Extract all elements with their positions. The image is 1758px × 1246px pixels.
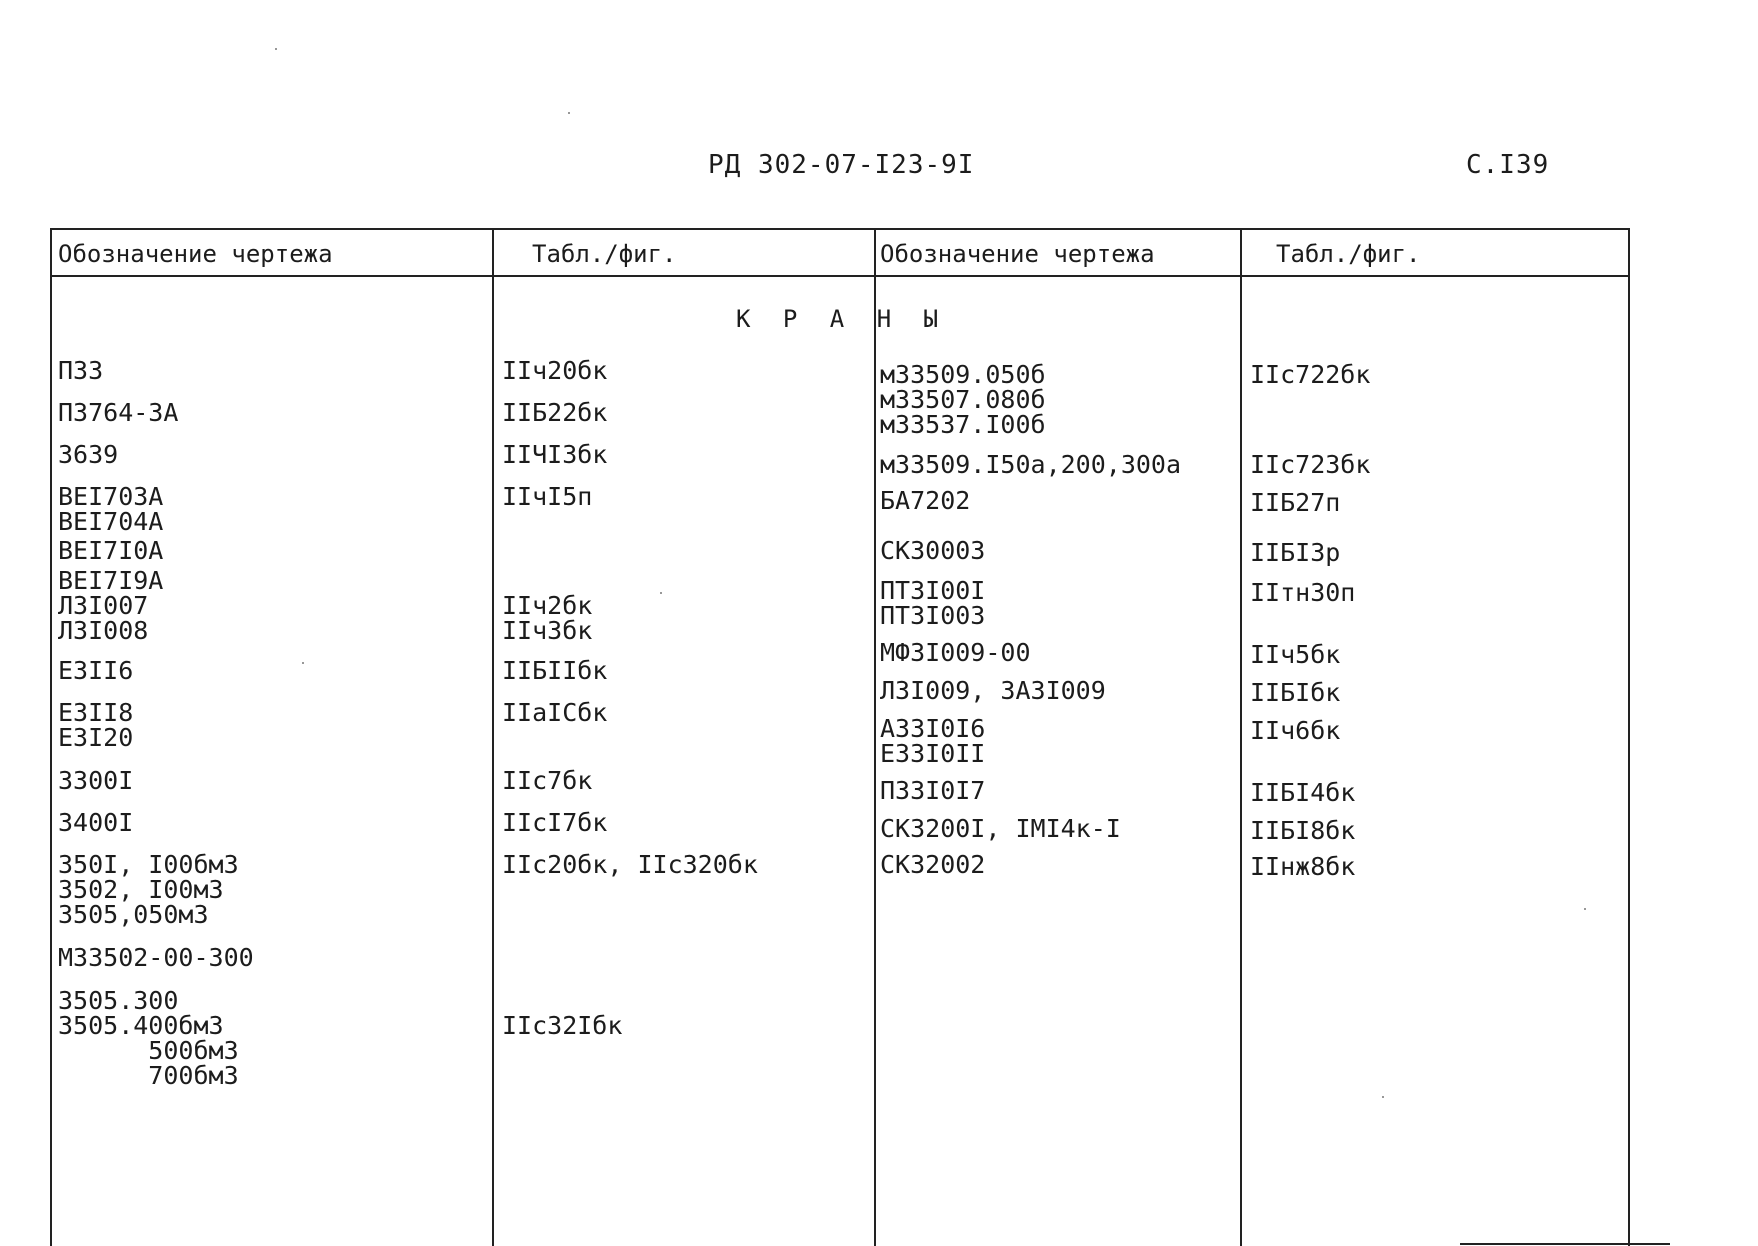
right-designation: СК3200I, IМI4к-I: [880, 814, 1121, 843]
page-number: С.I39: [1466, 150, 1550, 180]
right-table-ref: IIБ27п: [1250, 488, 1341, 517]
left-table-ref: IIсI7бк: [502, 808, 608, 837]
section-title: К Р А Н Ы: [736, 305, 948, 333]
right-designation: А33I0I6 Е33I0II: [880, 714, 986, 768]
right-table-ref: IIБIбк: [1250, 678, 1341, 707]
left-table-ref: IIчI5п: [502, 482, 593, 511]
left-designation: 350I, I00бм3 3502, I00м3 3505,050м3: [58, 850, 239, 929]
document-code: РД 302-07-I23-9I: [708, 150, 975, 180]
left-designation: Е3II6: [58, 656, 134, 685]
right-designation: П33I0I7: [880, 776, 986, 805]
left-designation: ВЕI7I0А: [58, 536, 164, 565]
right-table-ref: IIс722бк: [1250, 360, 1371, 389]
left-table-ref: IIБIIбк: [502, 656, 608, 685]
right-table-ref: IIБI4бк: [1250, 778, 1356, 807]
header-left-table: Табл./фиг.: [532, 240, 677, 268]
left-table-ref: IIс7бк: [502, 766, 593, 795]
right-designation: Л3I009, 3А3I009: [880, 676, 1106, 705]
left-designation: Е3II8 Е3I20: [58, 698, 134, 752]
header-right-table: Табл./фиг.: [1276, 240, 1421, 268]
header-right-designation: Обозначение чертежа: [880, 240, 1155, 268]
left-table-ref: IIч20бк: [502, 356, 608, 385]
column-divider: [1240, 228, 1242, 1246]
left-table-ref: IIЧI3бк: [502, 440, 608, 469]
left-table-ref: IIс20бк, IIс320бк: [502, 850, 758, 879]
right-table-ref: IIБI8бк: [1250, 816, 1356, 845]
left-designation: М33502-00-300: [58, 943, 254, 972]
scan-speck: [1382, 1096, 1384, 1098]
scan-speck: [302, 662, 304, 664]
scan-speck: [275, 48, 277, 50]
left-table-ref: IIБ22бк: [502, 398, 608, 427]
left-designation: П3764-3А: [58, 398, 179, 427]
column-divider: [874, 228, 876, 1246]
left-designation: 3505.300 3505.400бм3 500бм3 700бм3: [58, 986, 239, 1090]
right-table-ref: IIтн30п: [1250, 578, 1356, 607]
table-frame: [50, 228, 1630, 1246]
right-designation: м33509.I50а,200,300а: [880, 450, 1182, 479]
left-designation: ВЕI703А ВЕI704А: [58, 482, 164, 536]
left-table-ref: IIaIСбк: [502, 698, 608, 727]
right-designation: СК32002: [880, 850, 986, 879]
left-table-ref: IIс32Iбк: [502, 1011, 623, 1040]
right-designation: БА7202: [880, 486, 971, 515]
header-rule: [50, 275, 1630, 277]
scan-speck: [660, 592, 662, 594]
left-designation: 3400I: [58, 808, 134, 837]
right-table-ref: IIч6бк: [1250, 716, 1341, 745]
right-designation: МФ3I009-00: [880, 638, 1031, 667]
left-designation: 3639: [58, 440, 119, 469]
left-designation: П33: [58, 356, 104, 385]
right-table-ref: IIс723бк: [1250, 450, 1371, 479]
right-table-ref: IIч5бк: [1250, 640, 1341, 669]
scan-speck: [1584, 908, 1586, 910]
right-table-ref: IIнж8бк: [1250, 852, 1356, 881]
bottom-rule: [1460, 1243, 1670, 1245]
header-left-designation: Обозначение чертежа: [58, 240, 333, 268]
right-designation: СК30003: [880, 536, 986, 565]
left-designation: ВЕI7I9А Л3I007 Л3I008: [58, 566, 164, 645]
right-designation: ПТ3I00I ПТ3I003: [880, 576, 986, 630]
right-designation: м33509.050б м33507.080б м33537.I00б: [880, 360, 1046, 439]
column-divider: [492, 228, 494, 1246]
scan-speck: [568, 112, 570, 114]
right-table-ref: IIБI3р: [1250, 538, 1341, 567]
left-designation: 3300I: [58, 766, 134, 795]
left-table-ref: IIч2бк IIч3бк: [502, 591, 593, 645]
